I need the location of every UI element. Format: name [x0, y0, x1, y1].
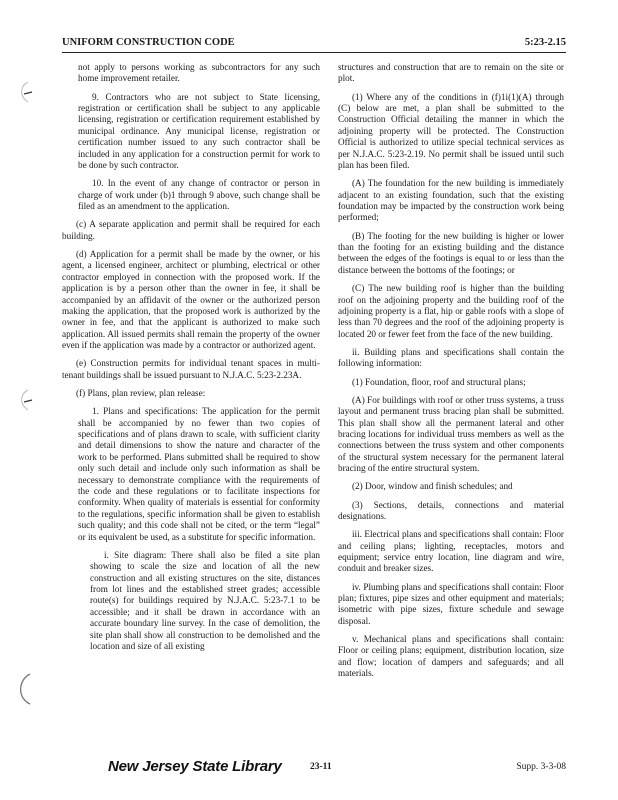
paragraph: ii. Building plans and specifications shall contain the following information: — [338, 346, 564, 369]
paragraph: structures and construction that are to remain on the site or plot. — [338, 62, 564, 84]
paragraph: (2) Door, window and finish schedules; and — [352, 481, 513, 492]
right-text-column — [338, 62, 564, 686]
paragraph: (C) The new building roof is higher than the building roof on the adjoining property and the building roof of the adjoining property is a flat, hip or gable roofs with a slope of less than 70 degrees and the roof of the adjoining property is located 20 or fewer feet from the face of the new building. — [338, 283, 564, 339]
paragraph: i. Site diagram: There shall also be filed a site plan showing to scale the size and location of all the new construction and all existing structures on the site, distances from lot lines and the established street grades; accessible route(s) for buildings required by N.J.A.C. 5:23-7.1 to be accessible; and it shall be drawn in accordance with an accurate boundary line survey. In the case of demolition, the site plan shall show all construction to be demolished and the location and size of all existing — [90, 549, 320, 652]
paragraph: (A) The foundation for the new building is immediately adjacent to an existing foundation, such that the existing foundation may be impacted by the construction work being performed; — [338, 178, 564, 223]
page-number: 23-11 — [310, 762, 332, 772]
paragraph: (e) Construction permits for individual tenant spaces in multi-tenant buildings shall be issued pursuant to N.J.A.C. 5:23-2.23A. — [62, 358, 320, 380]
paragraph: 9. Contractors who are not subject to State licensing, registration or certification shall be subject to any applicable licensing, registration or certification requirement established by municipal ordinance. Any municipal license, registration or certification number issued to any such contractor shall be included in any application for a construction permit for work to be done by such contractor. — [78, 91, 320, 171]
paragraph: (B) The footing for the new building is higher or lower than the footing for an existing building and the distance between the edges of the footings is equal to or less than the distance between the bottoms of the footings; or — [338, 230, 564, 275]
paragraph: (3) Sections, details, connections and material designations. — [338, 499, 564, 521]
paragraph: (c) A separate application and permit shall be required for each building. — [62, 219, 320, 241]
paragraph: (A) For buildings with roof or other truss systems, a truss layout and permanent truss bracing plan shall be submitted. This plan shall show all the permanent lateral and other bracing locations for individual truss members as well as the connections between the truss system and other components of the structural system necessary for the permanent lateral bracing of the entire structural system. — [338, 394, 564, 474]
left-text-column — [62, 62, 320, 659]
supplement-date: Supp. 3-3-08 — [516, 762, 566, 772]
paragraph: iv. Plumbing plans and specifications shall contain: Floor plan; fixtures, pipe sizes and other equipment and materials; isometric with pipe sizes, fixture schedule and sewage disposal. — [338, 581, 564, 626]
paragraph: (f) Plans, plan review, plan release: — [76, 387, 206, 398]
header-section-number: 5:23-2.15 — [524, 37, 566, 48]
paragraph: 1. Plans and specifications: The application for the permit shall be accompanied by no fewer than two copies of specifications and of plans drawn to scale, with sufficient clarity and detail dimensions to show the nature and character of the work to be performed. Plans submitted shall be required to show only such detail and include only such information as shall be necessary to demonstrate compliance with the requirements of the code and these regulations or to facilitate inspections for conformity. When quality of materials is essential for conformity to the regulations, specific information shall be given to establish such quality; and this code shall not be cited, or the term “legal” or its equivalent be used, as a substitute for specific information. — [78, 406, 320, 542]
running-header — [62, 36, 566, 53]
paragraph: 10. In the event of any change of contractor or person in charge of work under (b)1 through 9 above, such change shall be filed as an amendment to the application. — [78, 178, 320, 212]
paragraph: iii. Electrical plans and specifications shall contain: Floor and ceiling plans; lighting, receptacles, motors and equipment; service entry location, line diagram and wire, conduit and breaker sizes. — [338, 529, 564, 574]
library-stamp: New Jersey State Library — [108, 758, 282, 775]
paragraph: (d) Application for a permit shall be made by the owner, or his agent, a licensed engineer, architect or plumbing, electrical or other contractor employed in connection with the proposed work. If the application is by a person other than the owner in fee, it shall be accompanied by an affidavit of the owner or the authorized person making the application, that the proposed work is authorized by the owner in fee, and that the applicant is authorized to make such application. All issued permits shall remain the property of the owner even if the application was made by a contractor or authorized agent. — [62, 248, 320, 351]
header-title: UNIFORM CONSTRUCTION CODE — [62, 37, 235, 48]
paragraph: (1) Where any of the conditions in (f)1i(1)(A) through (C) below are met, a plan shall be submitted to the Construction Official detailing the manner in which the adjoining property will be protected. The Construction Official is authorized to utilize special technical services as per N.J.A.C. 5:23-2.19. No permit shall be issued until such plan has been filed. — [338, 91, 564, 171]
paragraph: not apply to persons working as subcontractors for any such home improvement retailer. — [78, 62, 320, 84]
binder-hole-mark-icon — [14, 388, 34, 412]
paragraph: (1) Foundation, floor, roof and structural plans; — [352, 376, 526, 387]
binder-hole-mark-icon — [14, 672, 34, 706]
paragraph: v. Mechanical plans and specifications shall contain: Floor or ceiling plans; equipment, distribution location, size and flow; location of dampers and safeguards; and all materials. — [338, 634, 564, 679]
binder-hole-mark-icon — [14, 80, 34, 104]
